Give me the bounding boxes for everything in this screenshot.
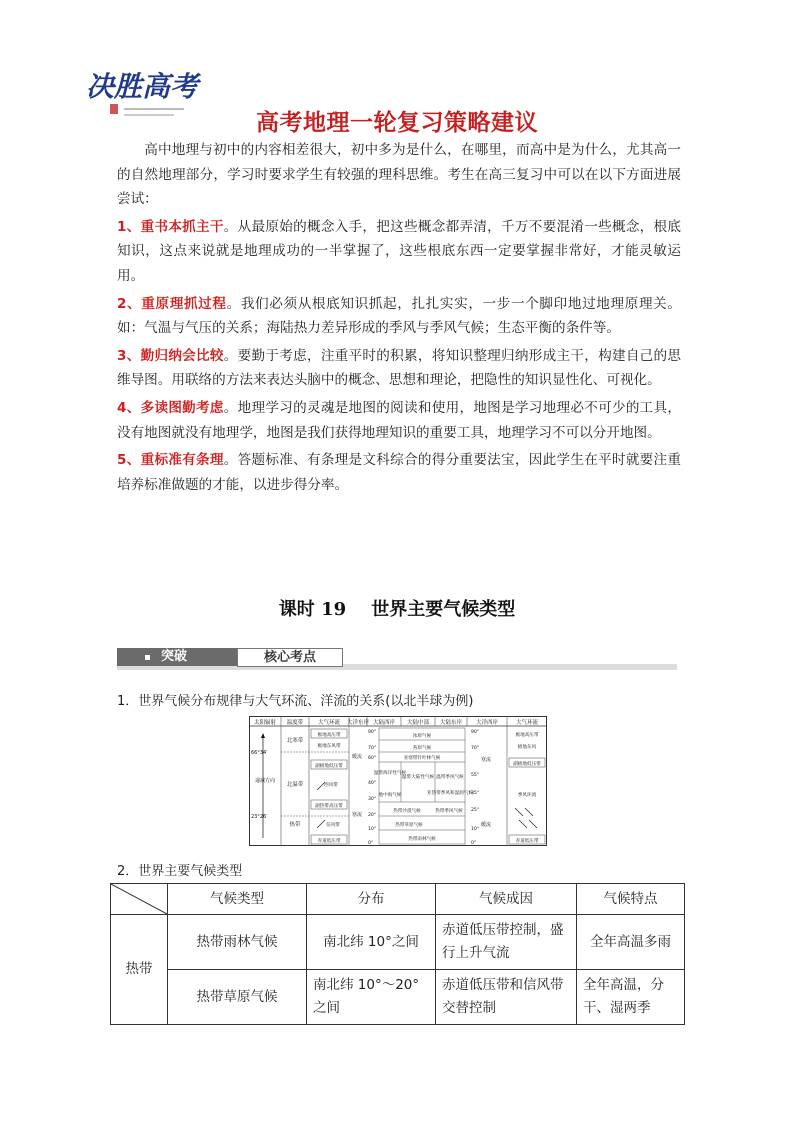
banner-left-label: 突破 — [161, 649, 188, 664]
banner-left — [117, 648, 237, 666]
climate-label: 温带大陆性气候 — [401, 775, 435, 780]
current-label: 寒流 — [352, 812, 363, 818]
axis-label — [255, 777, 275, 784]
subheading-2: 2．世界主要气候类型 — [117, 864, 243, 879]
diagram-header: 大气环流 — [317, 720, 341, 726]
banner-right-label: 核心考点 — [237, 648, 343, 667]
tip-paragraph — [117, 344, 681, 393]
climate-types-table — [110, 883, 685, 1025]
tip-text: 。地理学习的灵魂是地图的阅读和使用，地图是学习地理必不可少的工具，没有地图就没有地理学，地图是我们获得地理知识的重要工具，地理学习不可以分开地图。 — [117, 399, 681, 441]
svg-text:递减方向: 递减方向 — [255, 778, 276, 784]
belt-label: 副热带高压带 — [315, 804, 343, 809]
table-header-cell: 分布 — [307, 884, 436, 915]
climate-label: 热带雨林气候 — [408, 837, 436, 842]
tip-text: 。要勤于考虑，注重平时的积累，将知识整理归纳形成主干，构建自己的思维导图。用联络的方法来表达头脑中的概念、思想和理论，把隐性的知识显性化、可视化。 — [117, 347, 681, 389]
table-row — [111, 915, 685, 970]
table-row — [111, 970, 685, 1025]
lat-label: 0° — [368, 841, 374, 846]
lesson-name: 世界主要气候类型 — [371, 599, 516, 620]
table-cell: 全年高温，分干、湿两季 — [577, 970, 685, 1025]
lat-label: 30° — [368, 797, 377, 802]
diagram-header: 大洋东岸 — [346, 720, 370, 726]
intro-paragraph: 高中地理与初中的内容相差很大，初中多为是什么，在哪里，而高中是为什么，尤其高一的自然地理部分，学习时要求学生有较强的理科思维。考生在高三复习中可以在以下方面进展尝试： — [117, 142, 681, 208]
diagram-header: 大陆中部 — [406, 720, 430, 726]
page-title: 高考地理一轮复习策略建议 — [256, 110, 538, 136]
table-header-cell: 气候类型 — [168, 884, 307, 915]
section-banner — [117, 648, 677, 670]
tip-paragraph — [117, 292, 681, 341]
lat-label: 10° — [368, 827, 377, 832]
table-cell: 热带雨林气候 — [168, 915, 307, 970]
diagram-header: 太阳辐射 — [253, 720, 277, 726]
climate-label: 冰原气候 — [412, 734, 432, 739]
table-cell: 赤道低压带和信风带交替控制 — [436, 970, 577, 1025]
tip-paragraph — [117, 448, 681, 497]
table-cell: 热带草原气候 — [168, 970, 307, 1025]
tip-heading: 1、重书本抓主干 — [117, 218, 224, 235]
table-header-cell: 气候成因 — [436, 884, 577, 915]
climate-label: 苔原气候 — [412, 746, 432, 751]
tip-text: 。答题标准、有条理是文科综合的得分重要法宝，因此学生在平时就要注重培养标准做题的才能，以进步得分率。 — [117, 452, 681, 493]
diagram-header: 大陆东岸 — [439, 720, 463, 726]
climate-label: 亚寒带针叶林气候 — [403, 756, 441, 761]
belt-label: 季风环流 — [517, 793, 537, 798]
diagonal-line-icon — [111, 884, 167, 914]
current-label: 暖流 — [481, 822, 492, 828]
subheading-1: 1．世界气候分布规律与大气环流、洋流的关系(以北半球为例) — [117, 694, 474, 709]
climate-label: 热带草原气候 — [395, 823, 423, 828]
belt-label: 副极地低压带 — [513, 762, 541, 767]
lat-label: 70° — [471, 746, 480, 751]
diagram-header: 温度带 — [286, 720, 304, 726]
tip-heading: 3、勤归纳会比较 — [117, 347, 224, 364]
lat-label: 66°34′ — [251, 750, 268, 756]
lat-label: 25° — [471, 808, 480, 813]
table-header-cell: 气候特点 — [577, 884, 685, 915]
climate-label: 亚热带季风和湿润气候 — [427, 791, 473, 796]
lat-label: 23°26′ — [251, 814, 268, 820]
diagram-header: 大洋西岸 — [475, 720, 499, 726]
article-body — [117, 138, 681, 500]
logo-text: 决胜高考 — [86, 70, 199, 103]
tip-paragraph — [117, 215, 681, 289]
belt-label: 赤道低压带 — [515, 839, 539, 844]
climate-label: 地中海气候 — [378, 793, 402, 798]
belt-label: 赤道低压带 — [317, 839, 341, 844]
lat-label: 20° — [368, 813, 377, 818]
current-label: 寒流 — [481, 757, 492, 763]
lat-label: 40° — [368, 781, 377, 786]
tip-paragraph — [117, 396, 681, 445]
lat-label: 35° — [471, 791, 480, 796]
current-label: 暖流 — [352, 754, 363, 760]
zone-label: 热带 — [289, 822, 301, 828]
climate-distribution-diagram — [249, 716, 547, 846]
corner-cell — [111, 884, 168, 915]
belt-label: 极地东风 — [517, 745, 537, 750]
table-cell: 赤道低压带控制，盛行上升气流 — [436, 915, 577, 970]
belt-label: 极地东风带 — [317, 744, 341, 749]
climate-label: 温带海洋性气候 — [373, 771, 407, 776]
table-group-cell: 热带 — [111, 915, 168, 1025]
table-header-row — [111, 884, 685, 915]
lat-label: 60° — [368, 756, 377, 761]
diagram-header: 大气环流 — [515, 720, 539, 726]
climate-label: 热带季风气候 — [435, 809, 463, 814]
belt-label: 西风带 — [324, 783, 338, 788]
tip-heading: 2、重原理抓过程 — [117, 295, 227, 312]
tip-text: 。我们必须从根底知识抓起，扎扎实实，一步一个脚印地过地理原理关。如：气温与气压的关系；海陆热力差异形成的季风与季风气候；生态平衡的条件等。 — [117, 295, 681, 337]
zone-label: 北寒带 — [286, 738, 304, 744]
diagram-header: 大陆西岸 — [372, 720, 396, 726]
lesson-prefix: 课时 — [278, 599, 315, 620]
lat-label: 0° — [471, 841, 477, 846]
tip-text: 。从最原始的概念入手，把这些概念都弄清，千万不要混淆一些概念，根底知识，这点来说就是地理成功的一半掌握了，这些根底东西一定要掌握非常好，才能灵敏运用。 — [117, 218, 681, 284]
lat-label: 55° — [471, 773, 480, 778]
lat-label: 70° — [368, 746, 377, 751]
belt-label: 极地高压带 — [515, 733, 539, 738]
tip-heading: 4、多读图勤考虑 — [117, 399, 224, 416]
climate-label: 温带季风气候 — [436, 775, 464, 780]
lat-label: 90° — [471, 730, 480, 735]
belt-label: 极地高压带 — [317, 733, 341, 738]
tip-heading: 5、重标准有条理 — [117, 452, 224, 469]
table-cell: 南北纬 10°之间 — [307, 915, 436, 970]
zone-label: 北温带 — [286, 782, 304, 788]
lat-label: 10° — [471, 827, 480, 832]
table-cell: 南北纬 10°～20°之间 — [307, 970, 436, 1025]
belt-label: 信风带 — [326, 823, 340, 828]
belt-label: 副极地低压带 — [315, 764, 343, 769]
lesson-title — [0, 595, 794, 621]
lat-label: 90° — [368, 730, 377, 735]
square-bullet-icon — [145, 655, 150, 660]
climate-label: 热带沙漠气候 — [393, 809, 421, 814]
lesson-number: 19 — [321, 599, 347, 620]
table-cell: 全年高温多雨 — [577, 915, 685, 970]
